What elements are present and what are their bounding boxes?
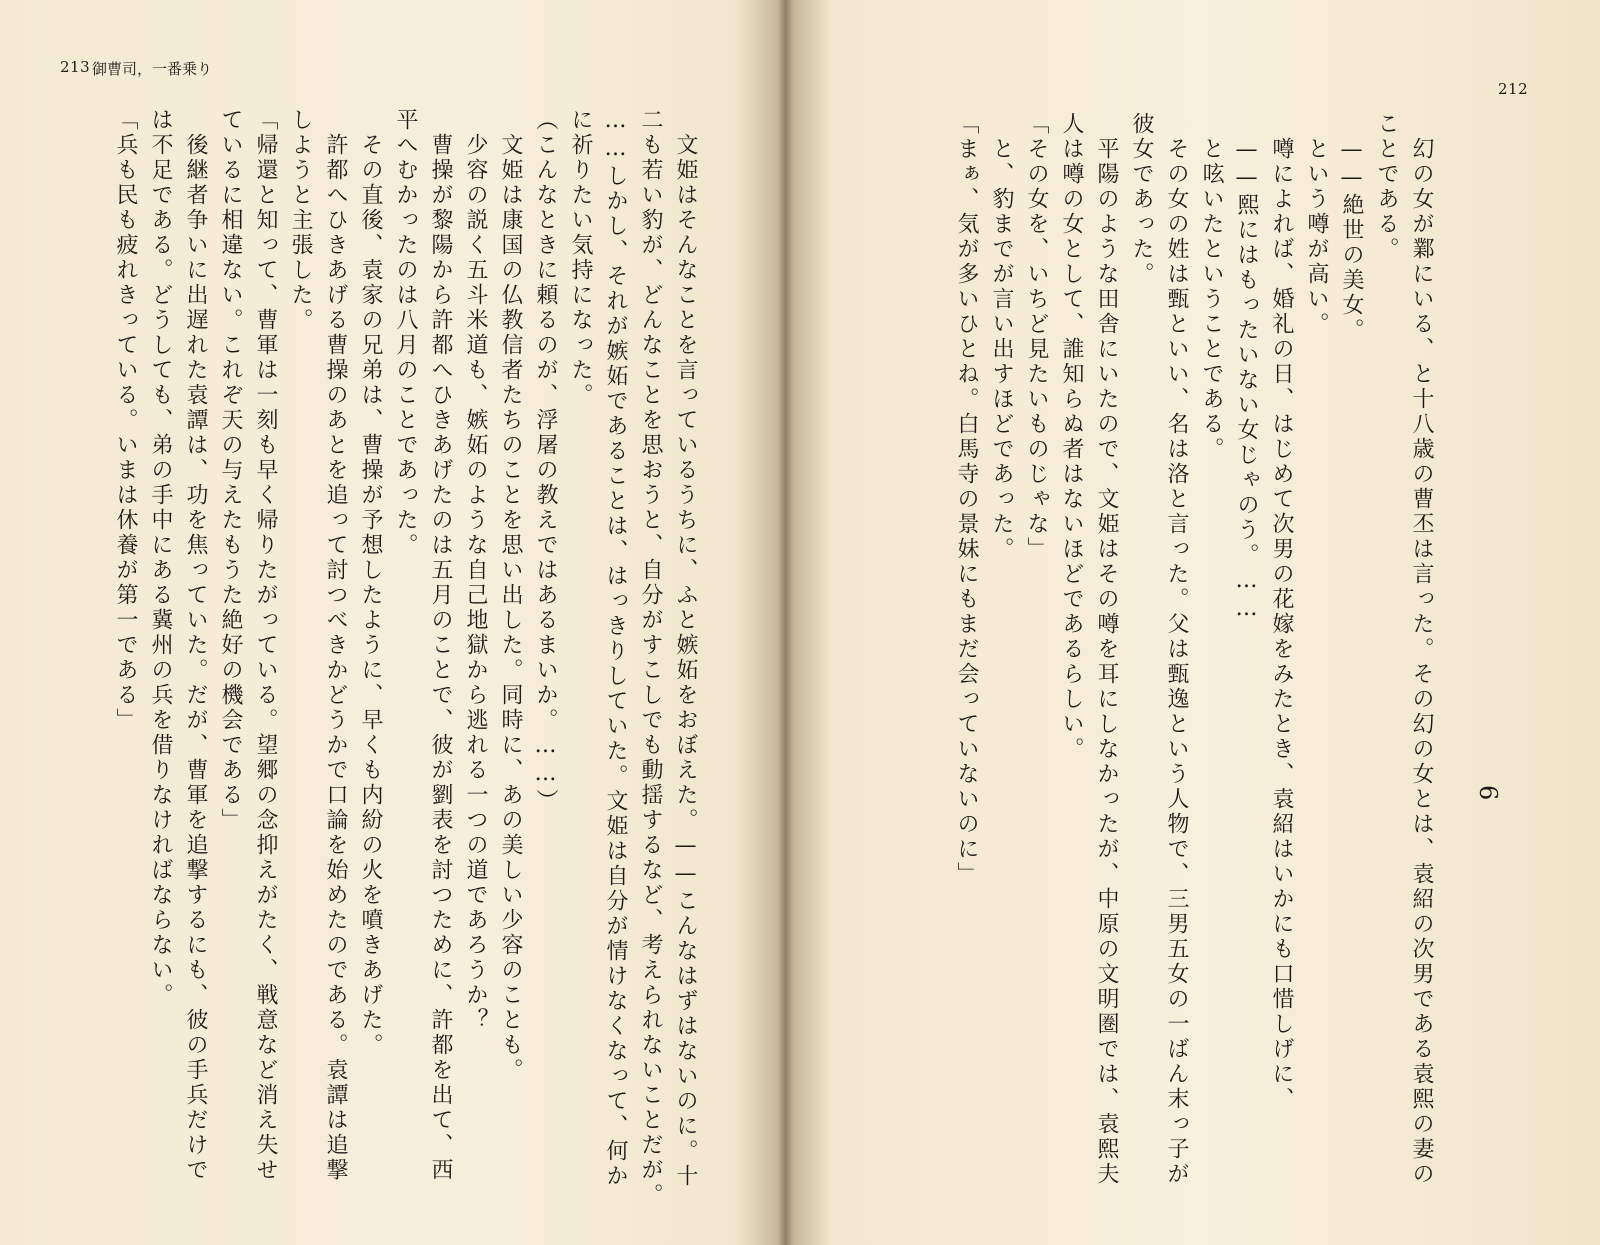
text-line: その女の姓は甄といい、名は洛と言った。父は甄逸という人物で、三男五女の一ばん末っ子が	[1164, 112, 1189, 1187]
left-page-text	[88, 108, 700, 1218]
text-line: その直後、袁家の兄弟は、曹操が予想したように、早くも内紛の火を噴きあげた。	[358, 108, 383, 1058]
left-page	[0, 0, 780, 1245]
text-line: 文姫はそんなことを言っているうちに、ふと嫉妬をおぼえた。——こんなはずはないのに。十	[673, 108, 698, 1189]
text-line: と、豹までが言い出すほどであった。	[989, 112, 1014, 562]
column-gap	[1442, 112, 1450, 1222]
text-line: 平陽のような田舎にいたので、文姫はその噂を耳にしなかったが、中原の文明圏では、袁熙夫	[1094, 112, 1119, 1187]
text-line: に祈りたい気持になった。	[568, 108, 593, 408]
page-number-right: 212	[1498, 80, 1529, 98]
text-line: という噂が高い。	[1304, 112, 1329, 337]
text-line: 彼女であった。	[1129, 112, 1154, 287]
page-number-left: 213	[60, 58, 91, 76]
text-line: ——熙にはもったいない女じゃのう。……	[1234, 112, 1259, 624]
text-line: 噂によれば、婚礼の日、はじめて次男の花嫁をみたとき、袁紹はいかにも口惜しげに、	[1269, 112, 1294, 1112]
text-line: 「その女を、いちど見たいものじゃな」	[1024, 112, 1049, 562]
text-line: 「まぁ、気が多いひとね。白馬寺の景妹にもまだ会っていないのに」	[954, 112, 979, 887]
text-line: ——絶世の美女。	[1339, 112, 1364, 343]
text-line: 平へむかったのは八月のことであった。	[393, 108, 418, 558]
text-line: 「帰還と知って、曹軍は一刻も早く帰りたがっている。望郷の念抑えがたく、戦意など消え失せ	[253, 108, 278, 1183]
text-line: 人は噂の女として、誰知らぬ者はないほどであるらしい。	[1059, 112, 1084, 762]
text-line: は不足である。どうしても、弟の手中にある冀州の兵を借りなければならない。	[148, 108, 173, 1008]
right-page-text	[882, 112, 1502, 1222]
text-line: 曹操が黎陽から許都へひきあげたのは五月のことで、彼が劉表を討つために、許都を出て、西	[428, 108, 453, 1183]
running-head: 御曹司，一番乗り	[92, 60, 213, 78]
text-line: 二も若い豹が、どんなことを思おうと、自分がすこしでも動揺するなど、考えられないことだが。	[638, 108, 663, 1208]
right-page	[790, 0, 1600, 1245]
text-line: と呟いたということである。	[1199, 112, 1224, 462]
text-line: ……しかし、それが嫉妬であることは、はっきりしていた。文姫は自分が情けなくなって、何か	[603, 108, 628, 1189]
text-line: 「兵も民も疲れきっている。いまは休養が第一である」	[113, 108, 138, 733]
text-line: 少容の説く五斗米道も、嫉妬のような自己地獄から逃れる一つの道であろうか？	[463, 108, 488, 1033]
text-line: 許都へひきあげる曹操のあとを追って討つべきかどうかで口論を始めたのである。袁譚は追撃	[323, 108, 348, 1183]
text-line: ているに相違ない。これぞ天の与えたもうた絶好の機会である」	[218, 108, 243, 833]
text-line: 文姫は康国の仏教信者たちのことを思い出した。同時に、あの美しい少容のことも。	[498, 108, 523, 1083]
text-line: 後継者争いに出遅れた袁譚は、功を焦っていた。だが、曹軍を追撃するにも、彼の手兵だけで	[183, 108, 208, 1183]
text-line: ことである。	[1374, 112, 1399, 262]
text-line: 幻の女が鄴にいる、と十八歳の曹丕は言った。その幻の女とは、袁紹の次男である袁熙の妻の	[1409, 112, 1434, 1187]
text-line: （こんなときに頼るのが、浮屠の教えではあるまいか。……）	[533, 108, 558, 814]
section-number: 6	[1474, 785, 1502, 801]
text-line: しようと主張した。	[288, 108, 313, 333]
